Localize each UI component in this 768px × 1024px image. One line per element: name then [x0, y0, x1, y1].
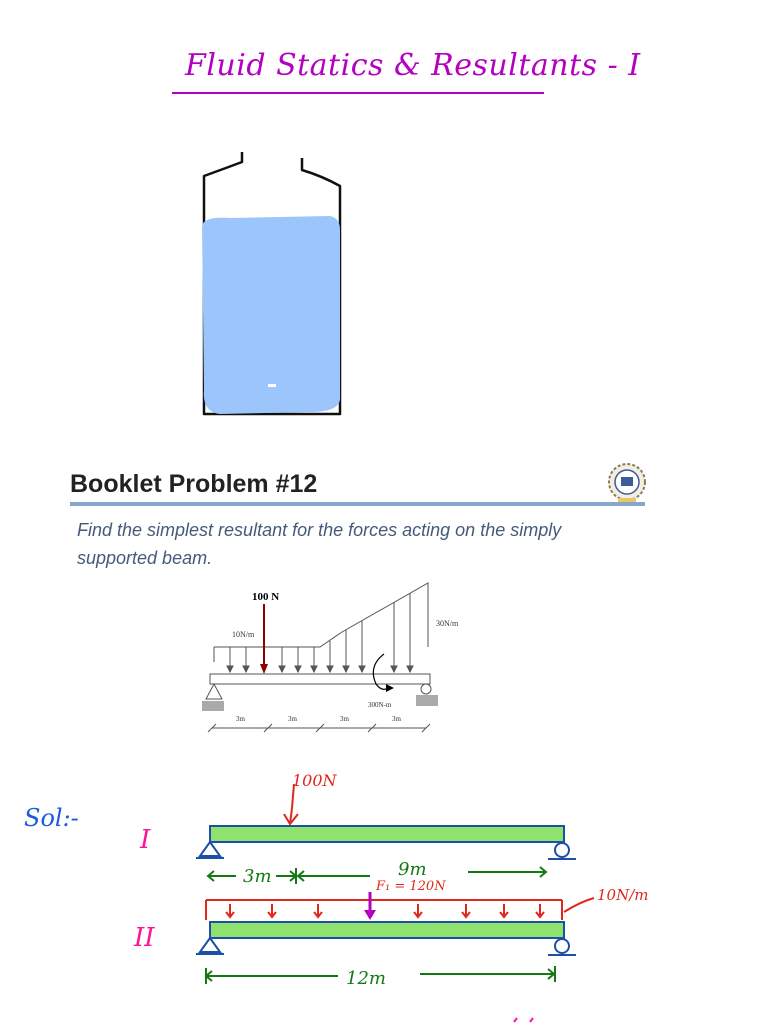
page-title: Fluid Statics & Resultants - I: [185, 48, 641, 83]
solution-sketch: [0, 760, 768, 1024]
span-label: 3m: [392, 715, 401, 723]
institute-logo-icon: [604, 461, 650, 503]
solution-label: Sol:-: [24, 804, 79, 832]
span-label: 3m: [340, 715, 349, 723]
left-load-label: 10N/m: [232, 630, 255, 639]
booklet-heading: Booklet Problem #12: [70, 470, 318, 498]
resultant-label: F₁ = 120N: [376, 879, 446, 894]
moment-label: 300N-m: [368, 701, 392, 709]
dimension-label: 9m: [398, 859, 427, 880]
heading-rule: [70, 502, 645, 506]
beam-load-diagram: [198, 582, 468, 742]
span-label: 3m: [288, 715, 297, 723]
water-tank-sketch: [190, 150, 360, 420]
length-label: 12m: [346, 968, 386, 989]
span-label: 3m: [236, 715, 245, 723]
case-two-numeral: II: [134, 923, 155, 953]
load-label: 100N: [292, 771, 337, 790]
problem-statement: Find the simplest resultant for the forces acting on the simply supported beam.: [77, 520, 562, 568]
case-one-numeral: I: [140, 825, 151, 855]
dist-load-label: 10N/m: [597, 886, 649, 904]
point-load-label: 100 N: [252, 591, 280, 603]
title-underline: [172, 92, 544, 94]
dimension-label: 3m: [243, 866, 272, 887]
right-load-label: 30N/m: [436, 619, 459, 628]
